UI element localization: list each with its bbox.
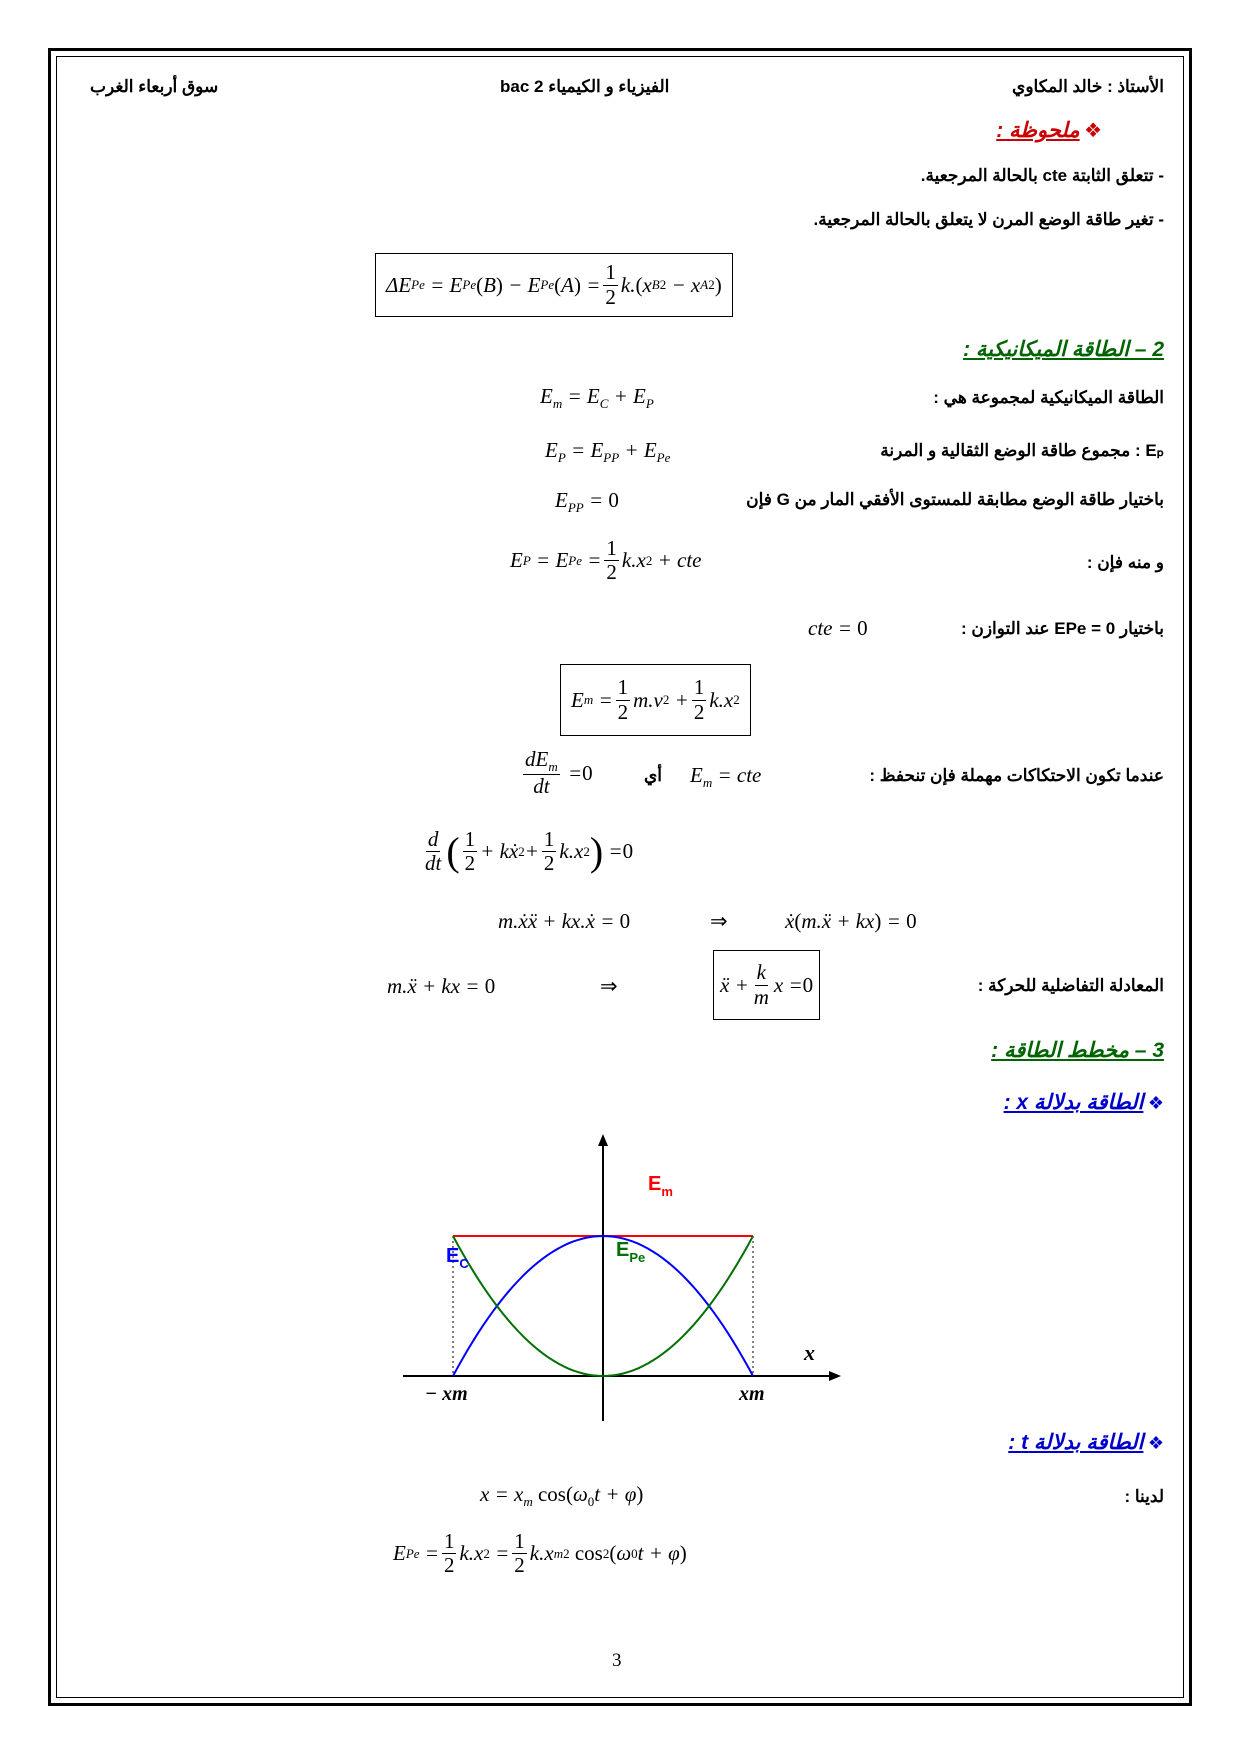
- formula-delta-epe: ΔE Pe = E Pe ( B ) − E Pe ( A ) = $\frac{1}{2}$ k. ( x B 2 − x A 2 ): [375, 253, 733, 317]
- mech-energy-label: الطاقة الميكانيكية لمجموعة هي :: [933, 388, 1164, 407]
- header-school: سوق أربعاء الغرب: [90, 77, 219, 96]
- x-tick-label-neg: − xm: [425, 1383, 468, 1405]
- sub2-heading: [1008, 1430, 1164, 1455]
- hence-label: و منه فإن :: [1086, 553, 1164, 572]
- choice-label: باختيار طاقة الوضع مطابقة للمستوى الأفقي المار من G فإن: [746, 490, 1164, 509]
- formula-em-total: E m = $\frac{1}{2}$ m.v 2 + $\frac{1}{2}$ k.x 2: [560, 664, 751, 736]
- formula-ep-elastic: E P = E Pe = $\frac{1}{2}$ k.x 2 + cte: [510, 536, 702, 585]
- formula-em-cte: $E_m$ = cte: [690, 763, 762, 791]
- formula-epp-zero: $E_{PP} = 0$: [555, 488, 619, 516]
- formula-cte-zero: cte = 0: [808, 616, 868, 640]
- formula-diffeq-boxed: ẍ + $\frac{k}{m}$ x = 0: [713, 950, 820, 1020]
- choice2-label: باختيار EPe = 0 عند التوازن :: [960, 619, 1164, 638]
- sub2-title: الطاقة بدلالة t :: [1008, 1431, 1144, 1454]
- formula-diffeq: m.ẍ + kx = 0: [387, 974, 496, 998]
- section-2-title: 2 – الطاقة الميكانيكية :: [963, 338, 1164, 361]
- header-subject: الفيزياء و الكيمياء 2 bac: [500, 77, 670, 96]
- x-tick-label-pos: xm: [739, 1383, 765, 1405]
- note-line-1: - تتعلق الثابتة cte بالحالة المرجعية.: [920, 166, 1164, 185]
- header-author: الأستاذ : خالد المكاوي: [1012, 77, 1164, 96]
- energy-vs-x-chart: [380, 1130, 860, 1430]
- formula-mxx: m.ẋẍ + kx.ẋ = 0: [498, 909, 631, 933]
- page-number: 3: [612, 1650, 622, 1671]
- legend-label-ec: $E_C$: [446, 1245, 469, 1271]
- section-3-title: 3 – مخطط الطاقة :: [991, 1039, 1164, 1062]
- note-title: ملحوظة :: [996, 119, 1080, 142]
- x-axis-label: x: [804, 1340, 815, 1365]
- sub1-heading: [1004, 1090, 1164, 1115]
- formula-dem-dt: $\frac{dE_m}{dt}$ = 0: [525, 747, 593, 799]
- formula-x-t: $x = x_m$ $\cos(\omega_0t + \varphi)$: [480, 1482, 644, 1510]
- formula-epe-t: E Pe = $\frac{1}{2}$ k.x 2 = $\frac{1}{2}$ k.x m 2 cos 2 ( ω 0 t + φ ): [393, 1529, 687, 1578]
- legend-label-epe: $E_{Pe}$: [616, 1239, 646, 1265]
- friction-label: عندما تكون الاحتكاكات مهملة فإن تنحفظ :: [869, 766, 1164, 785]
- diamond-bullet-icon: ❖: [1084, 120, 1102, 142]
- formula-em: $E_m = E_C + E_P$: [540, 384, 654, 412]
- formula-ep: $E_P = E_{PP} + E_{Pe}$: [545, 438, 671, 466]
- implies-arrow-icon: ⇒: [710, 909, 728, 933]
- diffeq-label: المعادلة التفاضلية للحركة :: [977, 976, 1164, 995]
- sub1-title: الطاقة بدلالة x :: [1003, 1091, 1144, 1114]
- legend-label-em: $E_m$: [648, 1173, 673, 1199]
- ay-label: أي: [644, 766, 663, 785]
- ep-label: Eₚ : مجموع طاقة الوضع الثقالية و المرنة: [880, 441, 1164, 460]
- note-heading: [996, 118, 1102, 143]
- given-label: لدينا :: [1124, 1487, 1164, 1506]
- y-axis-arrow-icon: [598, 1134, 608, 1146]
- formula-derivative: $\frac{d}{dt}$ ( $\frac{1}{2}$ + kẋ 2 + $\frac{1}{2}$ k.x 2 ) = 0: [425, 827, 634, 876]
- diamond-bullet-icon: ❖: [1147, 1093, 1164, 1113]
- note-line-2: - تغير طاقة الوضع المرن لا يتعلق بالحالة المرجعية.: [813, 210, 1164, 229]
- diamond-bullet-icon: ❖: [1147, 1433, 1164, 1453]
- x-axis-arrow-icon: [829, 1371, 841, 1381]
- implies-arrow-icon-2: ⇒: [600, 974, 618, 998]
- formula-factor: ẋ(m.ẍ + kx) = 0: [785, 909, 917, 933]
